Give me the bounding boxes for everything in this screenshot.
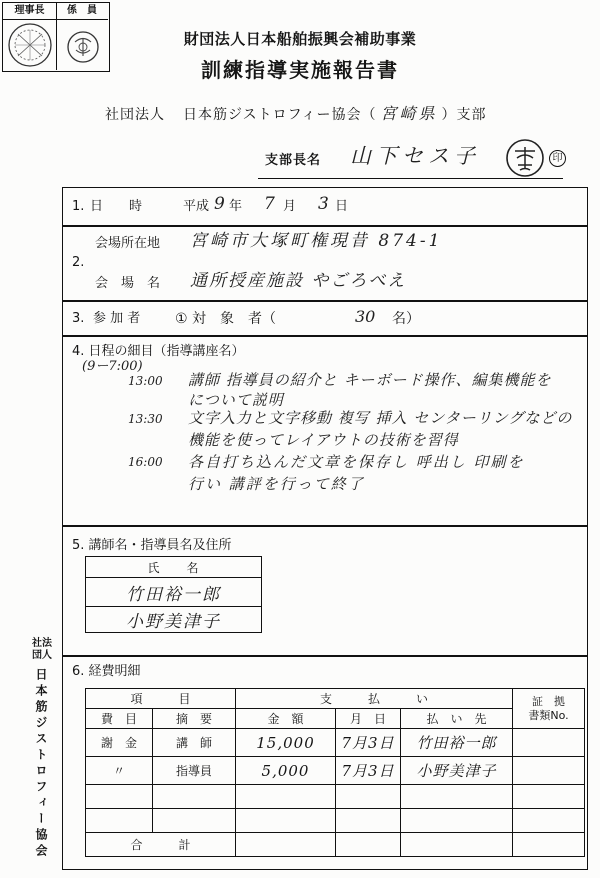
total-amount <box>236 833 336 857</box>
expense-date: 7月3日 <box>336 757 401 785</box>
divider-1 <box>62 225 588 227</box>
schedule-time: 13:00 <box>128 374 163 388</box>
schedule-heading: 4. 日程の細目（指導講座名） <box>72 344 245 359</box>
total-row <box>86 833 585 857</box>
schedule-line: 各自打ち込んだ文章を保存し 呼出し 印刷を <box>188 453 525 471</box>
side-label-prefix <box>32 638 52 662</box>
item-header: 項 目 <box>86 689 236 709</box>
org-type: 社団法人 <box>105 107 165 123</box>
payee-header: 払 い 先 <box>401 709 513 729</box>
date-header: 月 日 <box>336 709 401 729</box>
side-label-top: 社法 <box>32 638 52 649</box>
voucher-header-bottom: 書類No. <box>528 708 569 722</box>
instructors-heading: 5. 講師名・指導員名及住所 <box>72 538 232 553</box>
divider-3 <box>62 335 588 337</box>
branch-head-seal-icon <box>505 138 545 178</box>
venue-name: 通所授産施設 やごろべえ <box>190 271 407 291</box>
blank-cell <box>513 785 585 809</box>
participant-count-unit: 名） <box>392 311 420 327</box>
expense-payee: 小野美津子 <box>401 757 513 785</box>
venue-address-label: 会場所在地 <box>95 236 161 251</box>
blank-cell <box>513 833 585 857</box>
day-value: 3 <box>318 194 329 214</box>
expense-voucher <box>513 757 585 785</box>
date-section-number: 1. <box>72 199 85 214</box>
day-unit: 日 <box>335 199 349 214</box>
blank-cell <box>236 785 336 809</box>
blank-cell <box>236 809 336 833</box>
expense-summary: 講 師 <box>153 729 236 757</box>
schedule-time-range: (9ー7:00) <box>82 359 143 374</box>
subsidy-line: 財団法人日本船舶振興会補助事業 <box>183 30 417 48</box>
instructor-name: 竹田裕一郎 <box>86 578 262 607</box>
table-row <box>86 757 585 785</box>
category-header: 費 目 <box>86 709 153 729</box>
instructor-name: 小野美津子 <box>86 607 262 633</box>
report-title: 訓練指導実施報告書 <box>201 58 399 82</box>
month-unit: 月 <box>283 199 297 214</box>
participant-category: ① 対 象 者（ <box>175 311 277 327</box>
schedule-time: 13:30 <box>128 412 163 426</box>
blank-cell <box>153 785 236 809</box>
blank-cell <box>153 809 236 833</box>
instructor-name-table <box>85 556 262 633</box>
expense-summary: 指導員 <box>153 757 236 785</box>
schedule-line: 文字入力と文字移動 複写 挿入 センターリングなどの <box>188 409 573 427</box>
blank-cell <box>336 833 401 857</box>
voucher-header-top: 証 拠 <box>532 694 566 708</box>
branch-head-name: 山下セス子 <box>350 144 480 168</box>
era: 平成 <box>183 199 210 214</box>
blank-row <box>86 809 585 833</box>
expense-category: 〃 <box>86 757 153 785</box>
organization-line <box>105 104 486 124</box>
schedule-line: について説明 <box>188 391 284 409</box>
expense-table <box>85 688 585 857</box>
blank-cell <box>401 833 513 857</box>
divider-5 <box>62 655 588 657</box>
blank-cell <box>401 785 513 809</box>
date-label: 日 時 <box>90 199 143 214</box>
expense-amount: 15,000 <box>236 729 336 757</box>
expense-category: 謝 金 <box>86 729 153 757</box>
blank-cell <box>336 785 401 809</box>
payment-header: 支 払 い <box>236 689 513 709</box>
schedule-line: 講師 指導員の紹介と キーボード操作、編集機能を <box>188 371 552 389</box>
participants-label: 参 加 者 <box>93 311 141 326</box>
venue-section-number: 2. <box>72 255 85 270</box>
month-value: 7 <box>264 194 275 214</box>
chairman-label: 理事長 <box>3 3 56 20</box>
blank-row <box>86 785 585 809</box>
name-column-header: 氏 名 <box>86 557 262 578</box>
side-label-org: 日本筋ジストロフィー協会 <box>34 668 48 860</box>
blank-cell <box>336 809 401 833</box>
blank-cell <box>86 785 153 809</box>
voucher-header <box>513 689 585 729</box>
branch-head-label: 支部長名 <box>265 153 322 168</box>
table-row <box>86 729 585 757</box>
expense-payee: 竹田裕一郎 <box>401 729 513 757</box>
schedule-line: 機能を使ってレイアウトの技術を習得 <box>188 431 459 449</box>
expense-amount: 5,000 <box>236 757 336 785</box>
branch-suffix: ）支部 <box>441 107 487 123</box>
summary-header: 摘 要 <box>153 709 236 729</box>
total-label: 合 計 <box>86 833 236 857</box>
schedule-line: 行い 講評を行って終了 <box>188 475 365 493</box>
divider-2 <box>62 300 588 302</box>
blank-cell <box>401 809 513 833</box>
org-name: 日本筋ジストロフィー協会（ <box>183 107 377 123</box>
expense-voucher <box>513 729 585 757</box>
prefecture: 宮崎県 <box>380 104 438 123</box>
amount-header: 金 額 <box>236 709 336 729</box>
side-label-bottom: 団人 <box>32 650 52 661</box>
schedule-time: 16:00 <box>128 455 163 469</box>
staff-label: 係 員 <box>56 3 108 20</box>
blank-cell <box>86 809 153 833</box>
blank-cell <box>513 809 585 833</box>
divider-4 <box>62 525 588 527</box>
branch-head-underline <box>258 178 563 179</box>
participant-count: 30 <box>355 307 376 326</box>
expense-heading: 6. 経費明細 <box>72 664 141 679</box>
venue-address: 宮崎市大塚町権現昔 874-1 <box>190 231 443 251</box>
year-value: 9 <box>214 194 225 214</box>
venue-name-label: 会 場 名 <box>95 276 161 291</box>
participants-section-number: 3. <box>72 311 85 326</box>
year-unit: 年 <box>229 199 243 214</box>
expense-date: 7月3日 <box>336 729 401 757</box>
seal-mark: 印 <box>549 150 566 167</box>
